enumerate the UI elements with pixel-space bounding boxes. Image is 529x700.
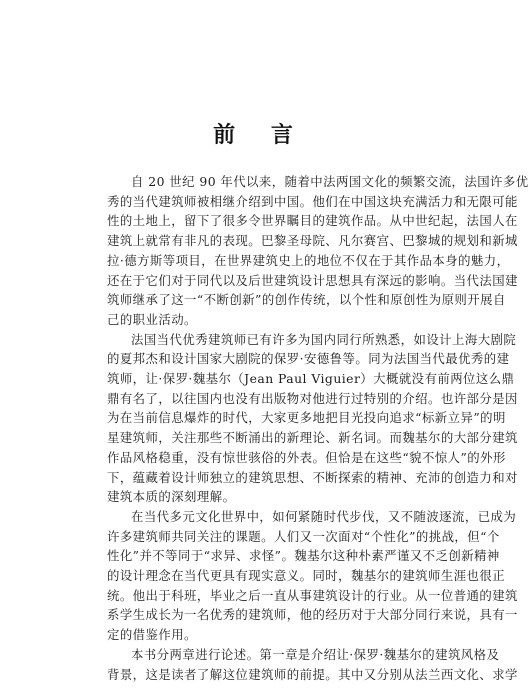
text-line: 许多建筑师共同关注的课题。人们又一次面对“个性化”的挑战，但“个 [107,528,500,544]
text-line: 建筑本质的深刻理解。 [107,489,236,505]
text-line: 下，蕴藏着设计师独立的建筑思想、不断探索的精神、充沛的创造力和对 [107,469,518,485]
text-line: 性化”并不等同于“求异、求怪”。魏基尔这种朴素严谨又不乏创新精神 [107,548,500,564]
paragraph-2 [107,330,518,507]
text-line: 秀的当代建筑师被相继介绍到中国。他们在中国这块充满活力和无限可能 [107,193,518,209]
text-line: 本书分两章进行论述。第一章是介绍让·保罗·魏基尔的建筑风格及 [131,646,500,662]
text-line: 性的土地上，留下了很多令世界瞩目的建筑作品。从中世纪起，法国人在 [107,213,518,229]
text-line: 星建筑师，关注那些不断涌出的新理论、新名词。而魏基尔的大部分建筑 [107,430,518,446]
text-line: 的夏邦杰和设计国家大剧院的保罗·安德鲁等。同为法国当代最优秀的建 [107,351,510,367]
text-line: 建筑上就常有非凡的表现。巴黎圣母院、凡尔赛宫、巴黎城的规划和新城 [107,233,518,249]
text-line: 作品风格稳重，没有惊世骇俗的外表。但恰是在这些“貌不惊人”的外形 [107,449,506,465]
text-line: 定的借鉴作用。 [107,627,197,643]
paragraph-4 [107,645,518,684]
text-line: 拉·德方斯等项目，在世界建筑史上的地位不仅在于其作品本身的魅力， [107,252,510,268]
text-line: 统。他出于科班，毕业之后一直从事建筑设计的行业。从一位普通的建筑 [107,587,518,603]
preface-body [107,172,529,684]
text-line: 筑师继承了这一“不断创新”的创作传统，以个性和原创性为原则开展自 [107,292,506,308]
text-line: 还在于它们对于同代以及后世建筑设计思想具有深远的影响。当代法国建 [107,272,518,288]
paragraph-1 [107,172,529,330]
text-line: 的设计理念在当代更具有现实意义。同时，魏基尔的建筑师生涯也很正 [107,568,506,584]
text-line: 为在当前信息爆炸的时代，大家更多地把目光投向追求“标新立异”的明 [107,410,506,426]
paragraph-3 [107,507,518,645]
text-line: 鼎有名了，以往国内也没有出版物对他进行过特别的介绍。也许部分是因 [107,390,518,406]
text-line: 己的职业活动。 [107,311,197,327]
text-line: 系学生成长为一名优秀的建筑师，他的经历对于大部分同行来说，具有一 [107,607,518,623]
page-title: 前 言 [213,122,307,148]
text-line: 法国当代优秀建筑师已有许多为国内同行所熟悉，如设计上海大剧院 [131,331,517,347]
text-line: 背景，这是读者了解这位建筑师的前提。其中又分别从法兰西文化、求学 [107,666,518,682]
text-line: 自 20 世纪 90 年代以来，随着中法两国文化的频繁交流，法国许多优 [131,174,529,189]
text-line: 在当代多元文化世界中，如何紧随时代步伐，又不随波逐流，已成为 [131,508,517,524]
text-line: 筑师，让·保罗·魏基尔（Jean Paul Viguier）大概就没有前两位这么鼎 [107,371,515,387]
